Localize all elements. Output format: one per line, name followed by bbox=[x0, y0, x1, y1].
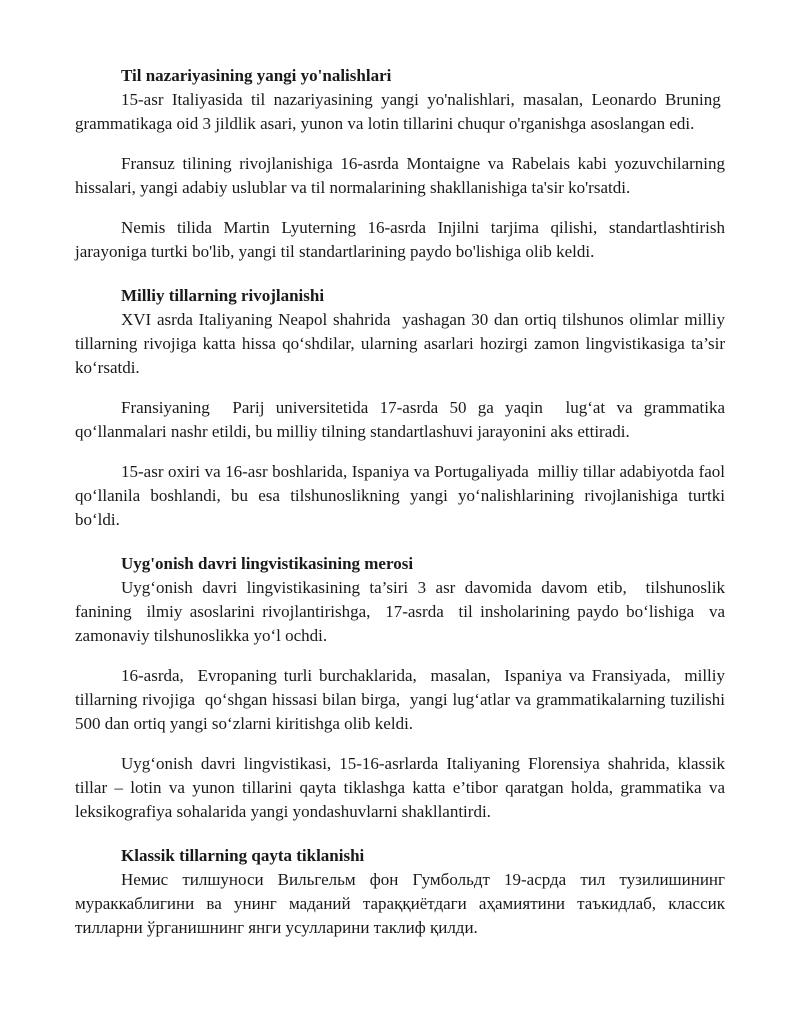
paragraph: Uyg‘onish davri lingvistikasining ta’siri 3 asr davomida davom etib, tilshunoslik fanining ilmiy asoslarini rivojlantirishga, 17-asrda til insholarining paydo bo‘lishiga va zamonaviy tilshunoslikka yo‘l ochdi. bbox=[75, 578, 725, 645]
paragraph: 15-asr oxiri va 16-asr boshlarida, Ispaniya va Portugaliyada milliy tillar adabiyotda faol qo‘llanila boshlandi, bu esa tilshunoslikning yangi yo‘nalishlarining rivojlanishiga turtki bo‘ldi. bbox=[75, 462, 725, 529]
paragraph: Fransuz tilining rivojlanishiga 16-asrda Montaigne va Rabelais kabi yozuvchilarning hissalari, yangi adabiy uslublar va til normalarining shakllanishiga ta'sir ko'rsatdi. bbox=[75, 154, 725, 197]
paragraph: XVI asrda Italiyaning Neapol shahrida yashagan 30 dan ortiq tilshunos olimlar milliy tillarning rivojiga katta hissa qo‘shdilar, ularning asarlari hozirgi zamon lingvistikasiga ta’sir ko‘rsatdi. bbox=[75, 310, 725, 377]
section-new-directions bbox=[75, 64, 725, 264]
paragraph: Nemis tilida Martin Lyuterning 16-asrda Injilni tarjima qilishi, standartlashtirish jarayoniga turtki bo'lib, yangi til standartlarining paydo bo'lishiga olib keldi. bbox=[75, 218, 725, 261]
paragraph: 15-asr Italiyasida til nazariyasining yangi yo'nalishlari, masalan, Leonardo Bruning grammatikaga oid 3 jildlik asari, yunon va lotin tillarini chuqur o'rganishga asoslangan edi. bbox=[75, 90, 725, 133]
paragraph: Uyg‘onish davri lingvistikasi, 15-16-asrlarda Italiyaning Florensiya shahrida, klassik tillar – lotin va yunon tillarini qayta tiklashga katta e’tibor qaratgan holda, grammatika va leksikografiya sohalarida yangi yondashuvlarni shakllantirdi. bbox=[75, 754, 725, 821]
section-national-languages bbox=[75, 284, 725, 532]
section-title: Klassik tillarning qayta tiklanishi bbox=[121, 846, 365, 865]
paragraph: Немис тилшуноси Вильгельм фон Гумбольдт 19-асрда тил тузилишининг мураккаблигини ва унинг маданий тараққиётдаги аҳамиятини таъкидлаб, классик тилларни ўрганишнинг янги усулларини таклиф қилди. bbox=[75, 870, 725, 937]
paragraph: 16-asrda, Evropaning turli burchaklarida, masalan, Ispaniya va Fransiyada, milliy tillarning rivojiga qo‘shgan hissasi bilan birga, yangi lug‘atlar va grammatikalarning tuzilishi 500 dan ortiq yangi so‘zlarni kiritishga olib keldi. bbox=[75, 666, 725, 733]
section-classical-revival bbox=[75, 844, 725, 940]
paragraph: Fransiyaning Parij universitetida 17-asrda 50 ga yaqin lug‘at va grammatika qo‘llanmalari nashr etildi, bu milliy tilning standartlashuvi jarayonini aks ettiradi. bbox=[75, 398, 725, 441]
section-renaissance-legacy bbox=[75, 552, 725, 824]
section-title: Milliy tillarning rivojlanishi bbox=[121, 286, 325, 305]
section-title: Uyg'onish davri lingvistikasining merosi bbox=[121, 554, 414, 573]
section-title: Til nazariyasining yangi yo'nalishlari bbox=[121, 66, 392, 85]
